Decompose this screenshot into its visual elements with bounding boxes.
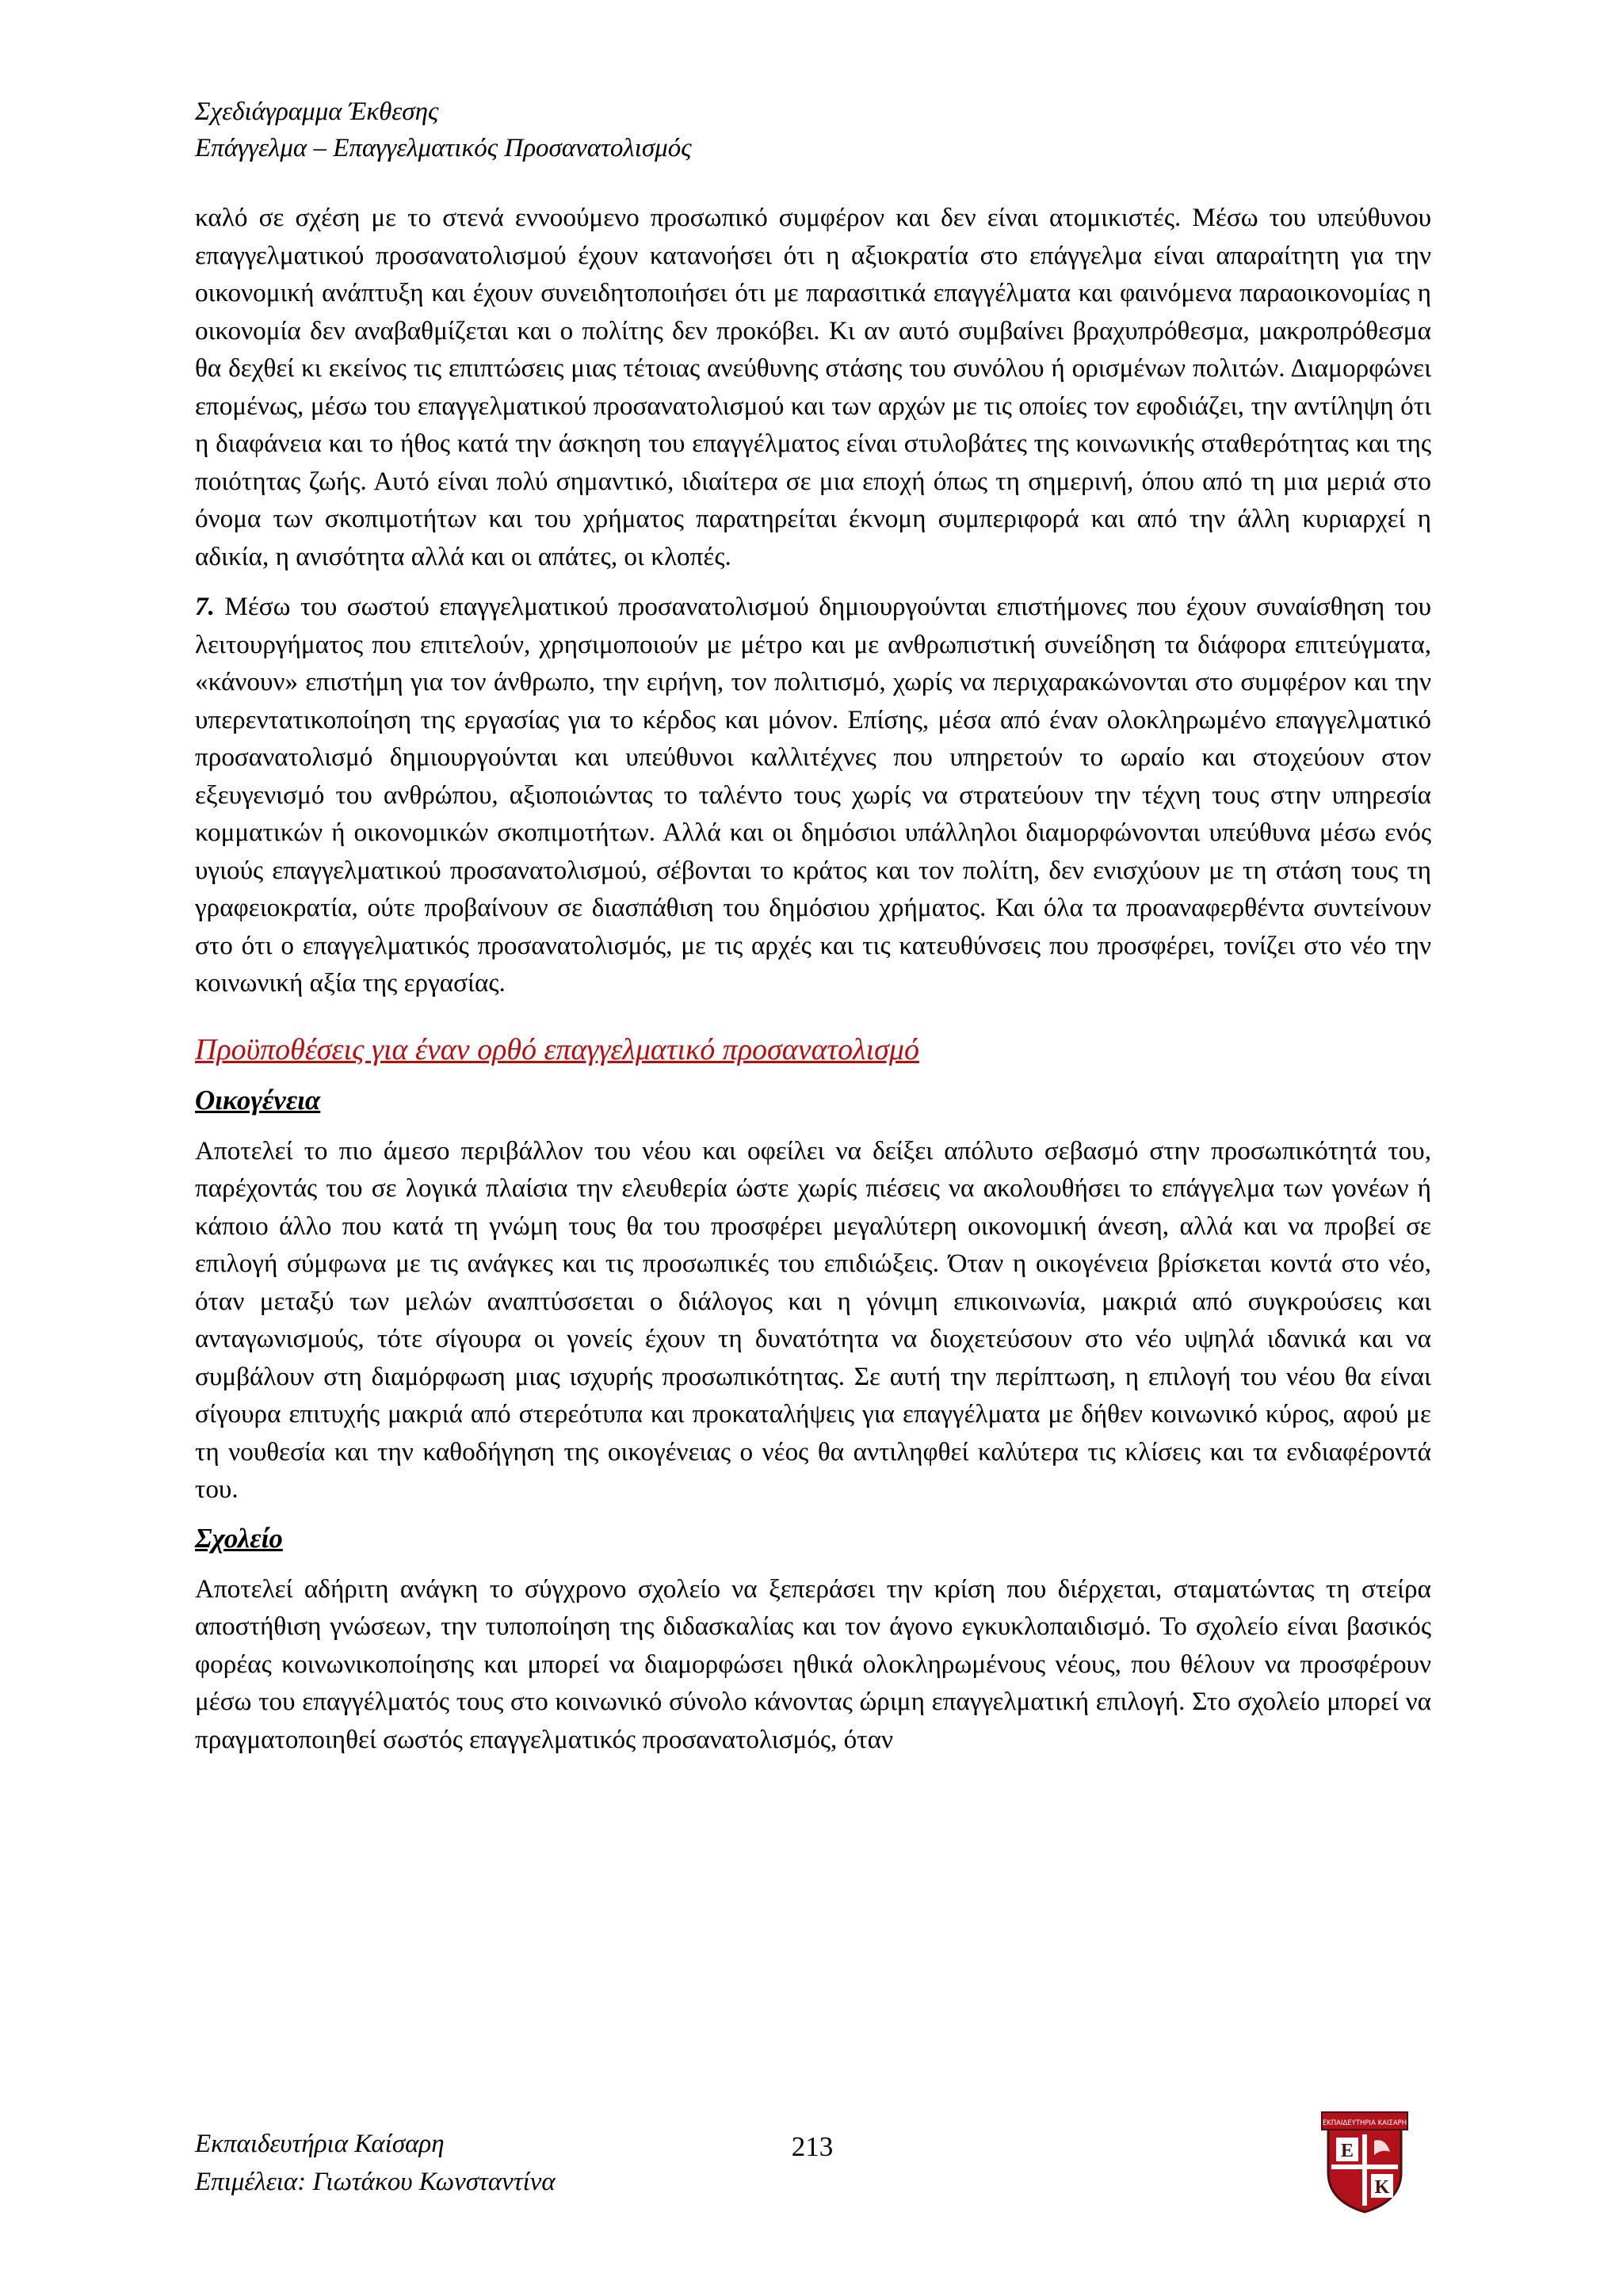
page-footer [195, 2125, 556, 2201]
paragraph-point-7 [195, 588, 1431, 1002]
logo-cross-vertical [1362, 2134, 1367, 2206]
school-logo-icon [1317, 2106, 1412, 2215]
logo-letter-e: Ε [1340, 2141, 1354, 2161]
point-number: 7. [195, 592, 215, 621]
page-content [195, 199, 1431, 1769]
subheading-family: Οικογένεια [195, 1084, 321, 1116]
logo-letter-k: Κ [1374, 2177, 1390, 2198]
footer-school-name: Εκπαιδευτήρια Καίσαρη [195, 2130, 445, 2158]
logo-cross-horizontal [1331, 2164, 1398, 2169]
paragraph-continuation: καλό σε σχέση με το στενά εννοούμενο προσωπικό συμφέρον και δεν είναι ατομικιστές. Μέσω του υπεύθυνου επαγγελματικού προσανατολισμού έχουν κατανοήσει ότι η αξιοκρατία στο επάγγελμα είναι απαραίτητη για την οικονομική ανάπτυξη και έχουν συνειδητοποιήσει ότι με παρασιτικά επαγγέλματα και φαινόμενα παραοικονομίας η οικονομία δεν αναβαθμίζεται και ο πολίτης δεν προκόβει. Κι αν αυτό συμβαίνει βραχυπρόθεσμα, μακροπρόθεσμα θα δεχθεί κι εκείνος τις επιπτώσεις μιας τέτοιας ανεύθυνης στάσης του συνόλου ή ορισμένων πολιτών. Διαμορφώνει επομένως, μέσω του επαγγελματικού προσανατολισμού και των αρχών με τις οποίες τον εφοδιάζει, την αντίληψη ότι η διαφάνεια και το ήθος κατά την άσκηση του επαγγέλματος είναι στυλοβάτες της κοινωνικής σταθερότητας και της ποιότητας ζωής. Αυτό είναι πολύ σημαντικό, ιδιαίτερα σε μια εποχή όπως τη σημερινή, όπου από τη μια μεριά στο όνομα των σκοπιμοτήτων και του χρήματος παρατηρείται έκνομη συμπεριφορά και από την άλλη κυριαρχεί η αδικία, η ανισότητα αλλά και οι απάτες, οι κλοπές. [195, 203, 1431, 571]
page-number: 213 [791, 2131, 834, 2162]
footer-editor: Επιμέλεια: Γιωτάκου Κωνσταντίνα [195, 2168, 556, 2196]
subheading-school: Σχολείο [195, 1522, 283, 1554]
point-7-text: Μέσω του σωστού επαγγελματικού προσανατολισμού δημιουργούνται επιστήμονες που έχουν συναίσθηση του λειτουργήματος που επιτελούν, χρησιμοποιούν με μέτρο και με ανθρωπιστική συνείδηση τα διάφορα επιτεύγματα, «κάνουν» επιστήμη για τον άνθρωπο, την ειρήνη, τον πολιτισμό, χωρίς να περιχαρακώνονται στο συμφέρον και την υπερεντατικοποίηση της εργασίας για το κέρδος και μόνον. Επίσης, μέσα από έναν ολοκληρωμένο επαγγελματικό προσανατολισμό δημιουργούνται και υπεύθυνοι καλλιτέχνες που υπηρετούν το ωραίο και στοχεύουν στον εξευγενισμό του ανθρώπου, αξιοποιώντας το ταλέντο τους χωρίς να στρατεύουν την τέχνη τους στην υπηρεσία κομματικών ή οικονομικών σκοπιμοτήτων. Αλλά και οι δημόσιοι υπάλληλοι διαμορφώνονται υπεύθυνα μέσω ενός υγιούς επαγγελματικού προσανατολισμού, σέβονται το κράτος και τον πολίτη, δεν ενισχύουν με τη στάση τους τη γραφειοκρατία, ούτε προβαίνουν σε διασπάθιση του δημόσιου χρήματος. Και όλα τα προαναφερθέντα συντείνουν στο ότι ο επαγγελματικός προσανατολισμός, με τις αρχές και τις κατευθύνσεις που προσφέρει, τονίζει στο νέο την κοινωνική αξία της εργασίας. [195, 592, 1432, 997]
header-subtitle: Επάγγελμα – Επαγγελματικός Προσανατολισμός [195, 134, 692, 162]
section-title: Προϋποθέσεις για έναν ορθό επαγγελματικό προσανατολισμό [195, 1032, 919, 1066]
page-header [195, 93, 1431, 166]
header-title: Σχεδιάγραμμα Έκθεσης [195, 97, 439, 126]
paragraph-family: Αποτελεί το πιο άμεσο περιβάλλον του νέου και οφείλει να δείξει απόλυτο σεβασμό στην προσωπικότητά του, παρέχοντάς του σε λογικά πλαίσια την ελευθερία ώστε χωρίς πιέσεις να ακολουθήσει το επάγγελμα των γονέων ή κάποιο άλλο που κατά τη γνώμη τους θα του προσφέρει μεγαλύτερη οικονομική άνεση, αλλά και να προβεί σε επιλογή σύμφωνα με τις ανάγκες και τις προσωπικές του επιδιώξεις. Όταν η οικογένεια βρίσκεται κοντά στο νέο, όταν μεταξύ των μελών αναπτύσσεται ο διάλογος και η γόνιμη επικοινωνία, μακριά από συγκρούσεις και ανταγωνισμούς, τότε σίγουρα οι γονείς έχουν τη δυνατότητα να διοχετεύσουν στο νέο υψηλά ιδανικά και να συμβάλουν στη διαμόρφωση μιας ισχυρής προσωπικότητας. Σε αυτή την περίπτωση, η επιλογή του νέου θα είναι σίγουρα επιτυχής μακριά από στερεότυπα και προκαταλήψεις για επαγγέλματα με δήθεν κοινωνικό κύρος, αφού με τη νουθεσία και την καθοδήγηση της οικογένειας ο νέος θα αντιληφθεί καλύτερα τις κλίσεις και τα ενδιαφέροντά του. [195, 1135, 1431, 1504]
paragraph-school: Αποτελεί αδήριτη ανάγκη το σύγχρονο σχολείο να ξεπεράσει την κρίση που διέρχεται, σταματώντας τη στείρα αποστήθιση γνώσεων, την τυποποίηση της διδασκαλίας και τον άγονο εγκυκλοπαιδισμό. Το σχολείο είναι βασικός φορέας κοινωνικοποίησης και μπορεί να διαμορφώσει ηθικά ολοκληρωμένους νέους, που θέλουν να προσφέρουν μέσω του επαγγέλματός τους στο κοινωνικό σύνολο κάνοντας ώριμη επαγγελματική επιλογή. Στο σχολείο μπορεί να πραγματοποιηθεί σωστός επαγγελματικός προσανατολισμός, όταν [195, 1573, 1431, 1754]
logo-banner-text: ΕΚΠΑΙΔΕΥΤΗΡΙΑ ΚΑΙΣΑΡΗ [1322, 2119, 1407, 2127]
